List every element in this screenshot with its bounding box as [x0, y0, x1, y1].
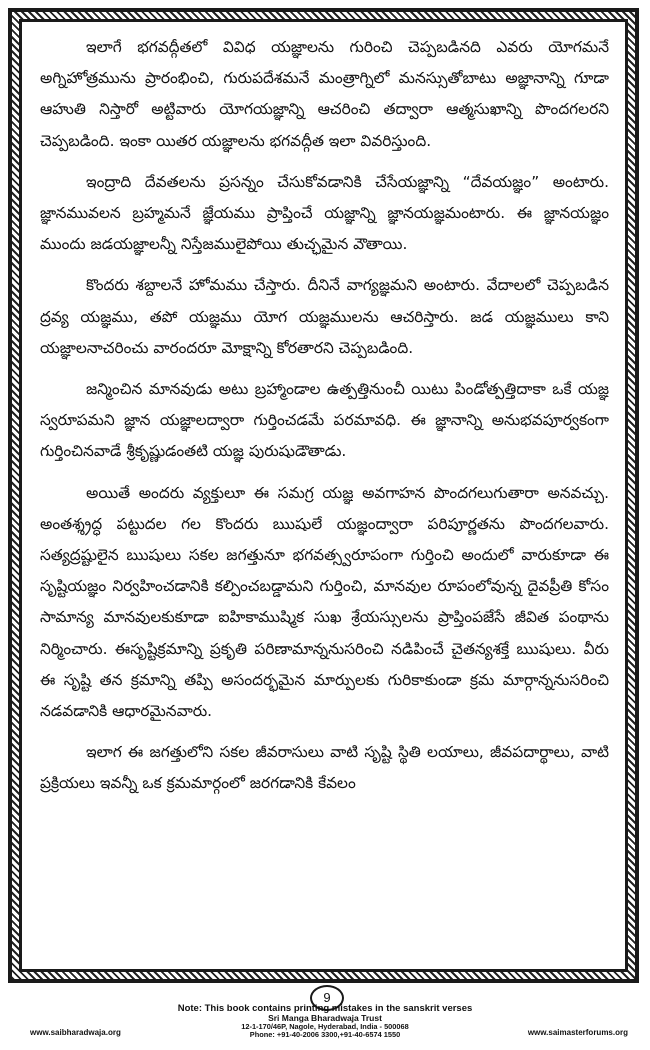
paragraph: ఇంద్రాది దేవతలను ప్రసన్నం చేసుకోవడానికి చేసేయజ్ఞాన్ని “దేవయజ్ఞం” అంటారు. జ్ఞానమువలన బ్రహ్మమనే జ్ఞేయము ప్రాప్తించే యజ్ఞాన్ని జ్ఞానయజ్ఞమంటారు. ఈ జ్ఞానయజ్ఞం ముందు జడయజ్ఞాలన్నీ నిస్తేజములైపోయి తుచ్ఛమైన వౌతాయి. [40, 172, 609, 254]
paragraph: ఇలాగ ఈ జగత్తులోని సకల జీవరాసులు వాటి సృష్టి స్థితి లయాలు, జీవపదార్థాలు, వాటి ప్రక్రియలు ఇవన్నీ ఒక క్రమమార్గంలో జరగడానికి కేవలం [40, 743, 609, 793]
printing-note: Note: This book contains printing mistakes in the sanskrit verses [177, 1003, 473, 1014]
footer-address-block [175, 1014, 475, 1040]
org-name: Sri Manga Bharadwaja Trust [268, 1013, 382, 1023]
text-body [19, 19, 628, 972]
paragraph: ఇలాగే భగవద్గీతలో వివిధ యజ్ఞాలను గురించి చెప్పబడినది ఎవరు యోగమనే అగ్నిహోత్రమును ప్రారంభించి, గురుపదేశమనే మంత్రాగ్నిలో మనస్సుతోబాటు అజ్ఞానాన్ని గూడా ఆహుతి నిస్తారో అట్టివారు యోగయజ్ఞాన్ని ఆచరించి తద్వారా ఆత్మసుఖాన్ని పొందగలరని చెప్పబడింది. ఇంకా యితర యజ్ఞాలను భగవద్గీత ఇలా వివరిస్తుంది. [40, 38, 609, 150]
page-number: 9 [310, 985, 344, 1011]
org-phone: Phone: +91-40-2006 3300,+91-40-6574 1550 [249, 1030, 401, 1039]
paragraph: అయితే అందరు వ్యక్తులూ ఈ సమగ్ర యజ్ఞ అవగాహన పొందగలుగుతారా అనవచ్చు. అంతశ్శ్రద్ధ పట్టుదల గల కొందరు ఋషులే యజ్ఞంద్వారా పరిపూర్ణతను పొందగలవారు. సత్యద్రష్టులైన ఋషులు సకల జగత్తునూ భగవత్స్వరూపంగా గుర్తించి అందులో వారుకూడా ఈ సృష్టియజ్ఞం నిర్వహించడానికి కల్పించబడ్డామని గుర్తించి, మానవుల రూపంలోవున్న దైవప్రీతి కోసం సామాన్య మానవులకుకూడా ఐహికాముష్మిక సుఖ శ్రేయస్సులను ప్రాప్తింపజేసే జీవిత పంథాను నిర్మించారు. ఈసృష్టిక్రమాన్ని ప్రకృతి పరిణామాన్ననుసరించి నడిపించే చైతన్యశక్తే ఋషులు. వీరు ఈ సృష్టి తన క్రమాన్ని తప్పి అసందర్భమైన మార్పులకు గురికాకుండా క్రమ మార్గాన్ననుసరించి నడవడానికి ఆధారమైనవారు. [40, 483, 609, 721]
page-border [8, 8, 639, 983]
footer-right-url[interactable]: www.saimasterforums.org [527, 1028, 628, 1037]
paragraph: జన్మించిన మానవుడు అటు బ్రహ్మాండాల ఉత్పత్తినుంచీ యిటు పిండోత్పత్తిదాకా ఒకే యజ్ఞ స్వరూపమని జ్ఞాన యజ్ఞాలద్వారా గుర్తించడమే పరమావధి. ఈ జ్ఞానాన్ని అనుభవపూర్వకంగా గుర్తించినవాడే శ్రీకృష్ణుడంతటి యజ్ఞ పురుషుడౌతాడు. [40, 380, 609, 461]
paragraph: కొందరు శబ్దాలనే హోమము చేస్తారు. దీనినే వాగ్యజ్ఞమని అంటారు. వేదాలలో చెప్పబడిన ద్రవ్య యజ్ఞము, తపో యజ్ఞము యోగ యజ్ఞములను ఆచరిస్తారు. జడ యజ్ఞములు కాని యజ్ఞాలనాచరించు వారందరూ మోక్షాన్ని కోరతారని చెప్పబడింది. [40, 276, 609, 357]
footer-left-url[interactable]: www.saibharadwaja.org [30, 1028, 121, 1037]
org-address: 12-1-170/46P, Nagole, Hyderabad, India - 500068 [241, 1021, 409, 1031]
